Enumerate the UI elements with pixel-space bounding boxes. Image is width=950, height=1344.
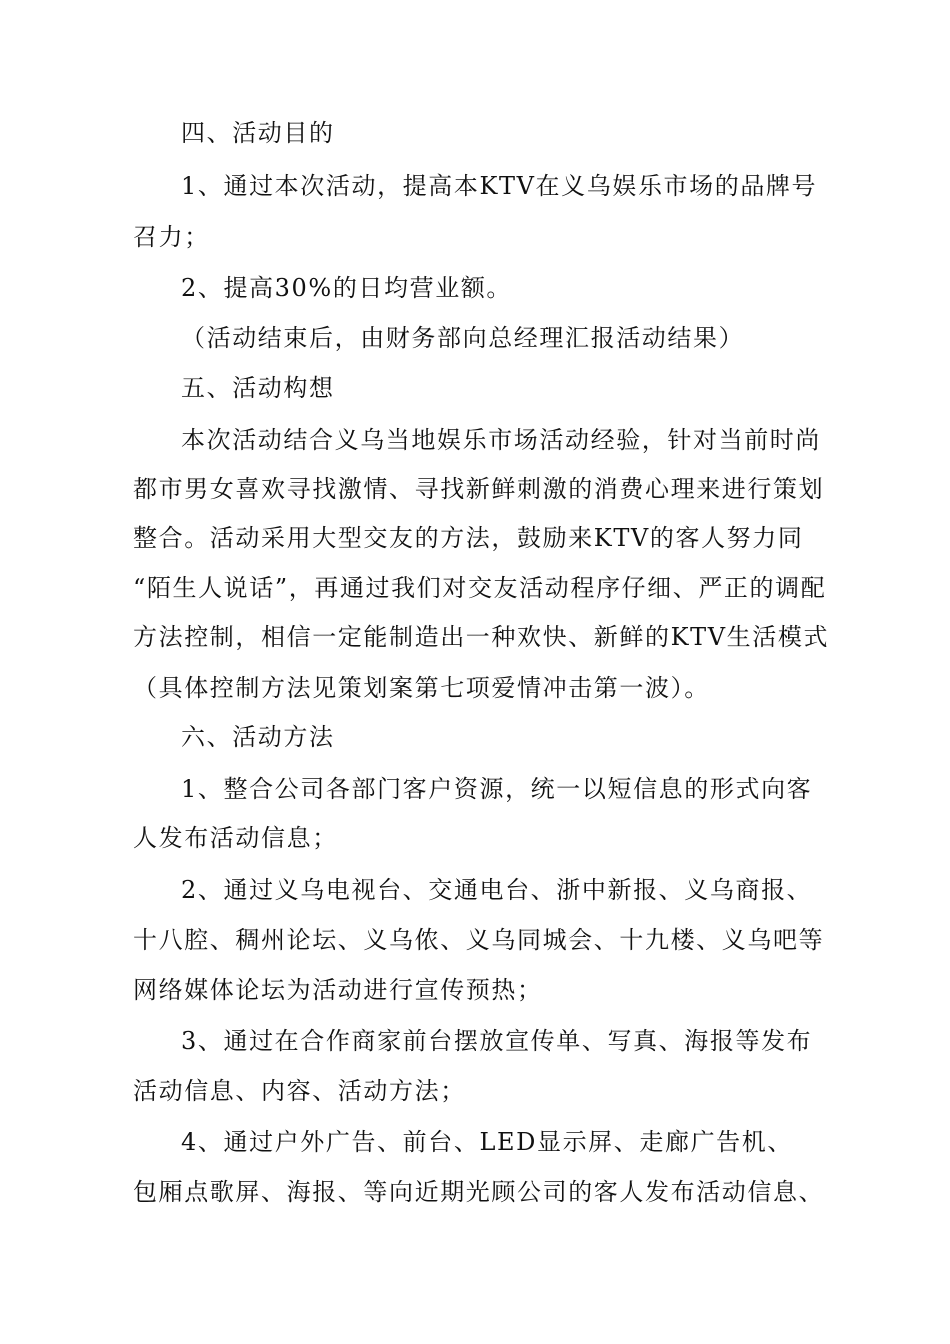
paragraph-line: 4、通过户外广告、前台、LED显示屏、走廊广告机、 bbox=[181, 1128, 793, 1156]
paragraph-line: “陌生人说话”，再通过我们对交友活动程序仔细、严正的调配 bbox=[133, 574, 827, 602]
paragraph-line: 都市男女喜欢寻找激情、寻找新鲜刺激的消费心理来进行策划 bbox=[133, 475, 825, 503]
paragraph-line: 十八腔、稠州论坛、义乌侬、义乌同城会、十九楼、义乌吧等 bbox=[133, 926, 825, 954]
paragraph-line: 1、通过本次活动，提高本KTV在义乌娱乐市场的品牌号 bbox=[181, 172, 818, 200]
section-heading-4: 四、活动目的 bbox=[181, 119, 335, 147]
paragraph-line: 召力； bbox=[133, 223, 210, 251]
section-heading-6: 六、活动方法 bbox=[181, 723, 335, 751]
paragraph-line: 活动信息、内容、活动方法； bbox=[133, 1077, 466, 1105]
section-heading-5: 五、活动构想 bbox=[181, 374, 335, 402]
paragraph-line: 人发布活动信息； bbox=[133, 824, 338, 852]
paragraph-line: 网络媒体论坛为活动进行宣传预热； bbox=[133, 976, 543, 1004]
paragraph-line: 3、通过在合作商家前台摆放宣传单、写真、海报等发布 bbox=[181, 1027, 813, 1055]
paragraph-line: （活动结束后，由财务部向总经理汇报活动结果） bbox=[181, 324, 745, 352]
paragraph-line: 本次活动结合义乌当地娱乐市场活动经验，针对当前时尚 bbox=[181, 426, 821, 454]
paragraph-line: 2、通过义乌电视台、交通电台、浙中新报、义乌商报、 bbox=[181, 876, 813, 904]
paragraph-line: 1、整合公司各部门客户资源，统一以短信息的形式向客 bbox=[181, 775, 813, 803]
paragraph-line: 整合。活动采用大型交友的方法，鼓励来KTV的客人努力同 bbox=[133, 524, 804, 552]
paragraph-line: 方法控制，相信一定能制造出一种欢快、新鲜的KTV生活模式 bbox=[133, 623, 830, 651]
paragraph-line: 2、提高30%的日均营业额。 bbox=[181, 274, 513, 302]
paragraph-line: （具体控制方法见策划案第七项爱情冲击第一波）。 bbox=[133, 674, 710, 702]
paragraph-line: 包厢点歌屏、海报、等向近期光顾公司的客人发布活动信息、 bbox=[133, 1178, 825, 1206]
